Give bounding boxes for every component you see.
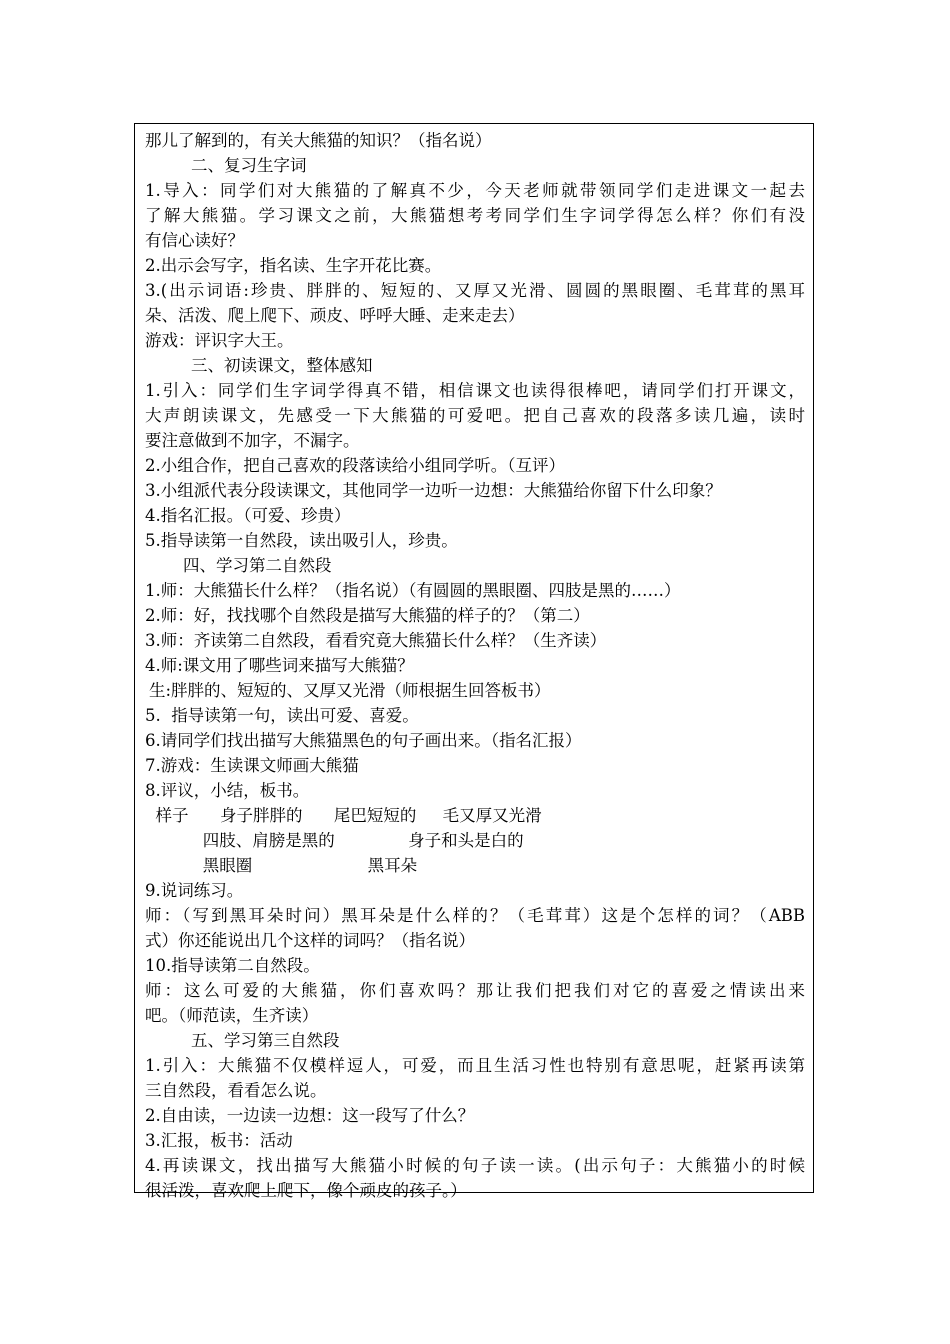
text-line: 师：（写到黑耳朵时问）黑耳朵是什么样的？（毛茸茸）这是个怎样的词？（ABB: [145, 906, 805, 925]
text-line: 4.师:课文用了哪些词来描写大熊猫？: [145, 656, 414, 675]
text-line: 3.(出示词语:珍贵、胖胖的、短短的、又厚又光滑、圆圆的黑眼圈、毛茸茸的黑耳: [145, 281, 805, 300]
lesson-plan-table-cell: [134, 123, 814, 1200]
text-line: 朵、活泼、爬上爬下、顽皮、呼呼大睡、走来走去）: [145, 306, 525, 325]
text-line: 生:胖胖的、短短的、又厚又光滑（师根据生回答板书）: [149, 681, 551, 700]
text-line: 1.引入：同学们生字词学得真不错，相信课文也读得很棒吧，请同学们打开课文，: [145, 381, 805, 400]
text-line: 1.引入：大熊猫不仅模样逗人，可爱，而且生活习性也特别有意思呢，赶紧再读第: [145, 1056, 805, 1075]
text-line: 1.导入：同学们对大熊猫的了解真不少，今天老师就带领同学们走进课文一起去: [145, 181, 805, 200]
text-line: 4.指名汇报。（可爱、珍贵）: [145, 506, 351, 525]
text-line: 3.小组派代表分段读课文，其他同学一边听一边想：大熊猫给你留下什么印象？: [145, 481, 722, 500]
board-note-line: 样子 身子胖胖的 尾巴短短的 毛又厚又光滑: [145, 806, 542, 825]
text-line: 2.师：好，找找哪个自然段是描写大熊猫的样子的？（第二）: [145, 606, 590, 625]
text-line: 3.汇报，板书：活动: [145, 1131, 293, 1150]
text-line: 10.指导读第二自然段。: [145, 956, 320, 975]
board-note-line: 黑眼圈 黑耳朵: [145, 856, 418, 875]
section-heading-first-reading: 三、初读课文，整体感知: [191, 356, 373, 375]
text-line: 那儿了解到的，有关大熊猫的知识？（指名说）: [145, 131, 492, 150]
board-note-line: 四肢、肩膀是黑的 身子和头是白的: [145, 831, 524, 850]
text-line: 式）你还能说出几个这样的词吗？（指名说）: [145, 931, 475, 950]
text-line: 了解大熊猫。学习课文之前，大熊猫想考考同学们生字词学得怎么样？你们有没: [145, 206, 805, 225]
text-line: 4.再读课文，找出描写大熊猫小时候的句子读一读。(出示句子：大熊猫小的时候: [145, 1156, 805, 1175]
text-line: 游戏：评识字大王。: [145, 331, 294, 350]
section-heading-paragraph-two: 四、学习第二自然段: [183, 556, 332, 575]
text-line: 很活泼，喜欢爬上爬下，像个顽皮的孩子。）: [145, 1181, 467, 1200]
text-line: 5.指导读第一自然段，读出吸引人，珍贵。: [145, 531, 458, 550]
text-line: 7.游戏：生读课文师画大熊猫: [145, 756, 359, 775]
text-line: 有信心读好？: [145, 231, 244, 250]
section-heading-review: 二、复习生字词: [191, 156, 307, 175]
text-line: 2.自由读，一边读一边想：这一段写了什么？: [145, 1106, 475, 1125]
text-line: 大声朗读课文，先感受一下大熊猫的可爱吧。把自己喜欢的段落多读几遍，读时: [145, 406, 805, 425]
text-line: 2.小组合作，把自己喜欢的段落读给小组同学听。（互评）: [145, 456, 565, 475]
text-line: 8.评议，小结，板书。: [145, 781, 310, 800]
section-heading-paragraph-three: 五、学习第三自然段: [191, 1031, 340, 1050]
text-line: 3.师：齐读第二自然段，看看究竟大熊猫长什么样？（生齐读）: [145, 631, 607, 650]
lesson-plan-text: [145, 128, 805, 1203]
text-line: 师：这么可爱的大熊猫，你们喜欢吗？那让我们把我们对它的喜爱之情读出来: [145, 981, 805, 1000]
text-line: 要注意做到不加字，不漏字。: [145, 431, 360, 450]
text-line: 吧。（师范读，生齐读）: [145, 1006, 319, 1025]
text-line: 1.师：大熊猫长什么样？（指名说）（有圆圆的黑眼圈、四肢是黑的……）: [145, 581, 681, 600]
text-line: 5. 指导读第一句，读出可爱、喜爱。: [145, 706, 419, 725]
text-line: 三自然段，看看怎么说。: [145, 1081, 327, 1100]
text-line: 9.说词练习。: [145, 881, 244, 900]
text-line: 2.出示会写字，指名读、生字开花比赛。: [145, 256, 442, 275]
text-line: 6.请同学们找出描写大熊猫黑色的句子画出来。（指名汇报）: [145, 731, 582, 750]
